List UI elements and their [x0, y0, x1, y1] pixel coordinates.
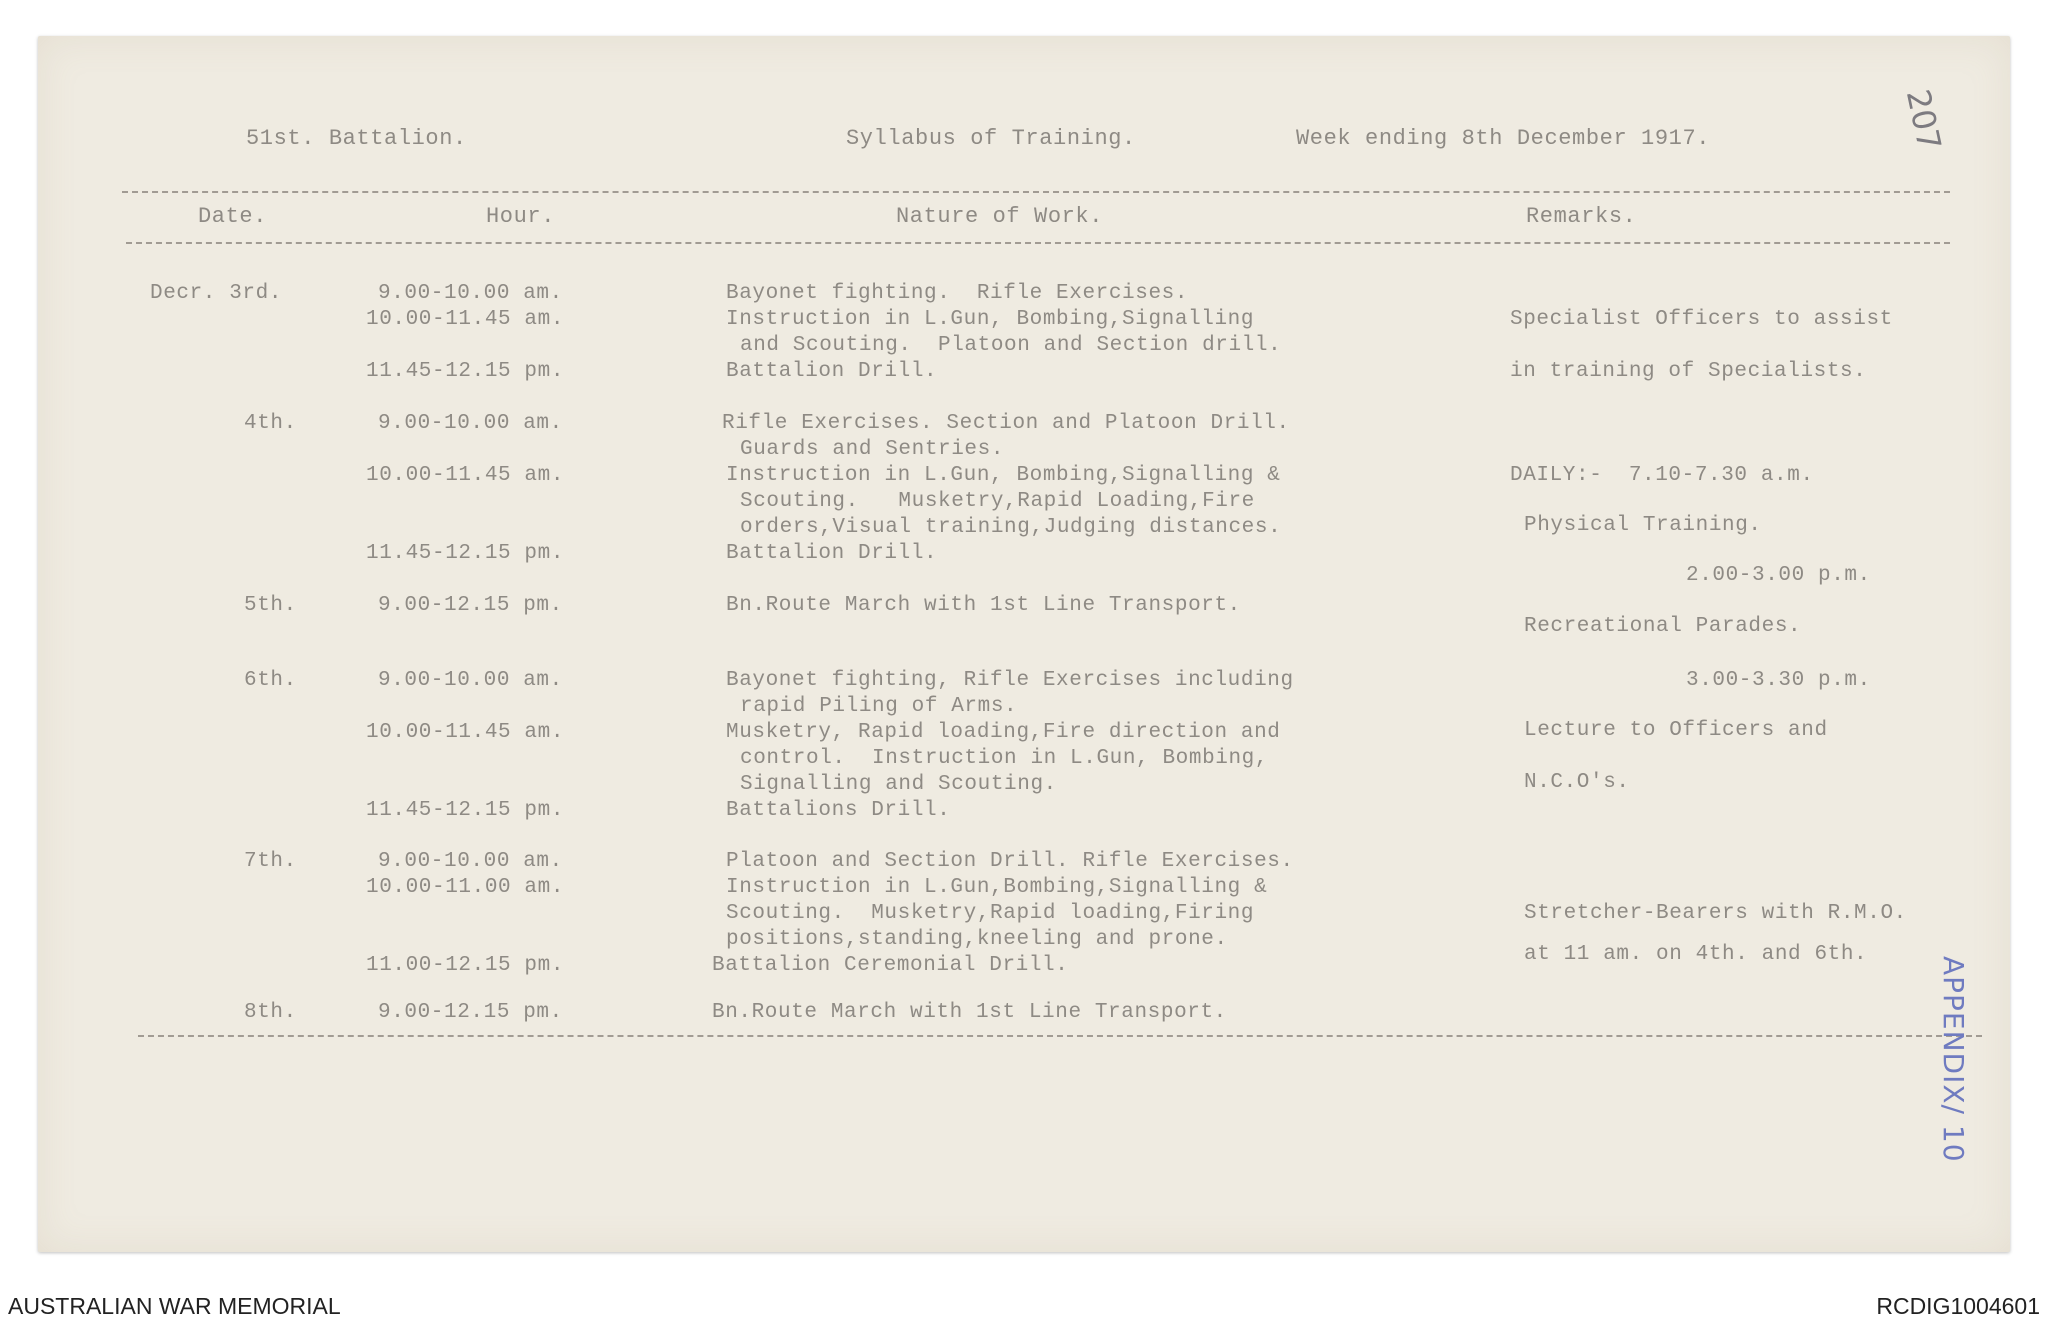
row-hour: 11.00-12.15 pm.	[366, 954, 565, 977]
header-bottom-rule	[126, 242, 1950, 244]
row-work: Bayonet fighting, Rifle Exercises including	[726, 669, 1294, 692]
remark-text: Lecture to Officers and	[1524, 719, 1828, 742]
row-work: Bn.Route March with 1st Line Transport.	[712, 1001, 1227, 1024]
document-title: Syllabus of Training.	[846, 126, 1136, 151]
row-hour: 11.45-12.15 pm.	[366, 360, 565, 383]
row-work: Guards and Sentries.	[740, 438, 1005, 461]
row-work: Battalion Ceremonial Drill.	[712, 954, 1069, 977]
table-bottom-rule	[138, 1035, 1982, 1037]
row-work: Instruction in L.Gun,Bombing,Signalling &	[726, 876, 1268, 899]
remark-text: 2.00-3.00 p.m.	[1686, 564, 1871, 587]
row-work: Instruction in L.Gun, Bombing,Signalling	[726, 308, 1255, 331]
remark-text: Physical Training.	[1524, 514, 1762, 537]
remark-text: at 11 am. on 4th. and 6th.	[1524, 943, 1868, 966]
row-hour: 9.00-10.00 am.	[378, 412, 563, 435]
remark-text: N.C.O's.	[1524, 771, 1630, 794]
row-date: 4th.	[244, 412, 297, 435]
appendix-stamp: APPENDIX/ 10	[1937, 956, 1970, 1163]
row-hour: 11.45-12.15 pm.	[366, 799, 565, 822]
remark-text: 3.00-3.30 p.m.	[1686, 669, 1871, 692]
row-work: Scouting. Musketry,Rapid loading,Firing	[726, 902, 1255, 925]
row-work: Instruction in L.Gun, Bombing,Signalling &	[726, 464, 1281, 487]
row-date: Decr. 3rd.	[150, 282, 283, 305]
remark-text: Stretcher-Bearers with R.M.O.	[1524, 902, 1907, 925]
row-work: control. Instruction in L.Gun, Bombing,	[740, 747, 1269, 770]
row-date: 7th.	[244, 850, 297, 873]
row-date: 6th.	[244, 669, 297, 692]
row-work: Battalion Drill.	[726, 360, 938, 383]
row-work: Signalling and Scouting.	[740, 773, 1057, 796]
archive-credit: AUSTRALIAN WAR MEMORIAL	[8, 1293, 341, 1319]
column-header-date: Date.	[198, 204, 268, 229]
column-header-hour: Hour.	[486, 204, 556, 229]
row-work: and Scouting. Platoon and Section drill.	[740, 334, 1282, 357]
row-hour: 9.00-10.00 am.	[378, 669, 563, 692]
row-hour: 10.00-11.45 am.	[366, 721, 565, 744]
row-work: Rifle Exercises. Section and Platoon Drill.	[722, 412, 1290, 435]
row-date: 5th.	[244, 594, 297, 617]
column-header-remarks: Remarks.	[1526, 204, 1637, 229]
row-work: Bayonet fighting. Rifle Exercises.	[726, 282, 1189, 305]
row-work: Bn.Route March with 1st Line Transport.	[726, 594, 1241, 617]
row-work: positions,standing,kneeling and prone.	[726, 928, 1228, 951]
row-hour: 10.00-11.00 am.	[366, 876, 565, 899]
remark-text: DAILY:- 7.10-7.30 a.m.	[1510, 464, 1814, 487]
column-header-work: Nature of Work.	[896, 204, 1104, 229]
remark-text: Specialist Officers to assist	[1510, 308, 1893, 331]
row-hour: 10.00-11.45 am.	[366, 308, 565, 331]
row-hour: 11.45-12.15 pm.	[366, 542, 565, 565]
row-work: Scouting. Musketry,Rapid Loading,Fire	[740, 490, 1255, 513]
row-hour: 9.00-10.00 am.	[378, 850, 563, 873]
row-work: Battalion Drill.	[726, 542, 938, 565]
week-ending: Week ending 8th December 1917.	[1296, 126, 1711, 151]
row-work: Battalions Drill.	[726, 799, 951, 822]
row-hour: 10.00-11.45 am.	[366, 464, 565, 487]
row-work: orders,Visual training,Judging distances.	[740, 516, 1282, 539]
folio-number: 207	[1898, 86, 1949, 154]
row-date: 8th.	[244, 1001, 297, 1024]
remark-text: in training of Specialists.	[1510, 360, 1867, 383]
row-work: Platoon and Section Drill. Rifle Exercises.	[726, 850, 1294, 873]
header-top-rule	[122, 191, 1950, 193]
remark-text: Recreational Parades.	[1524, 615, 1802, 638]
unit-name: 51st. Battalion.	[246, 126, 467, 151]
row-work: Musketry, Rapid loading,Fire direction and	[726, 721, 1281, 744]
catalogue-number: RCDIG1004601	[1876, 1293, 2040, 1319]
row-hour: 9.00-10.00 am.	[378, 282, 563, 305]
row-hour: 9.00-12.15 pm.	[378, 1001, 563, 1024]
row-hour: 9.00-12.15 pm.	[378, 594, 563, 617]
row-work: rapid Piling of Arms.	[740, 695, 1018, 718]
